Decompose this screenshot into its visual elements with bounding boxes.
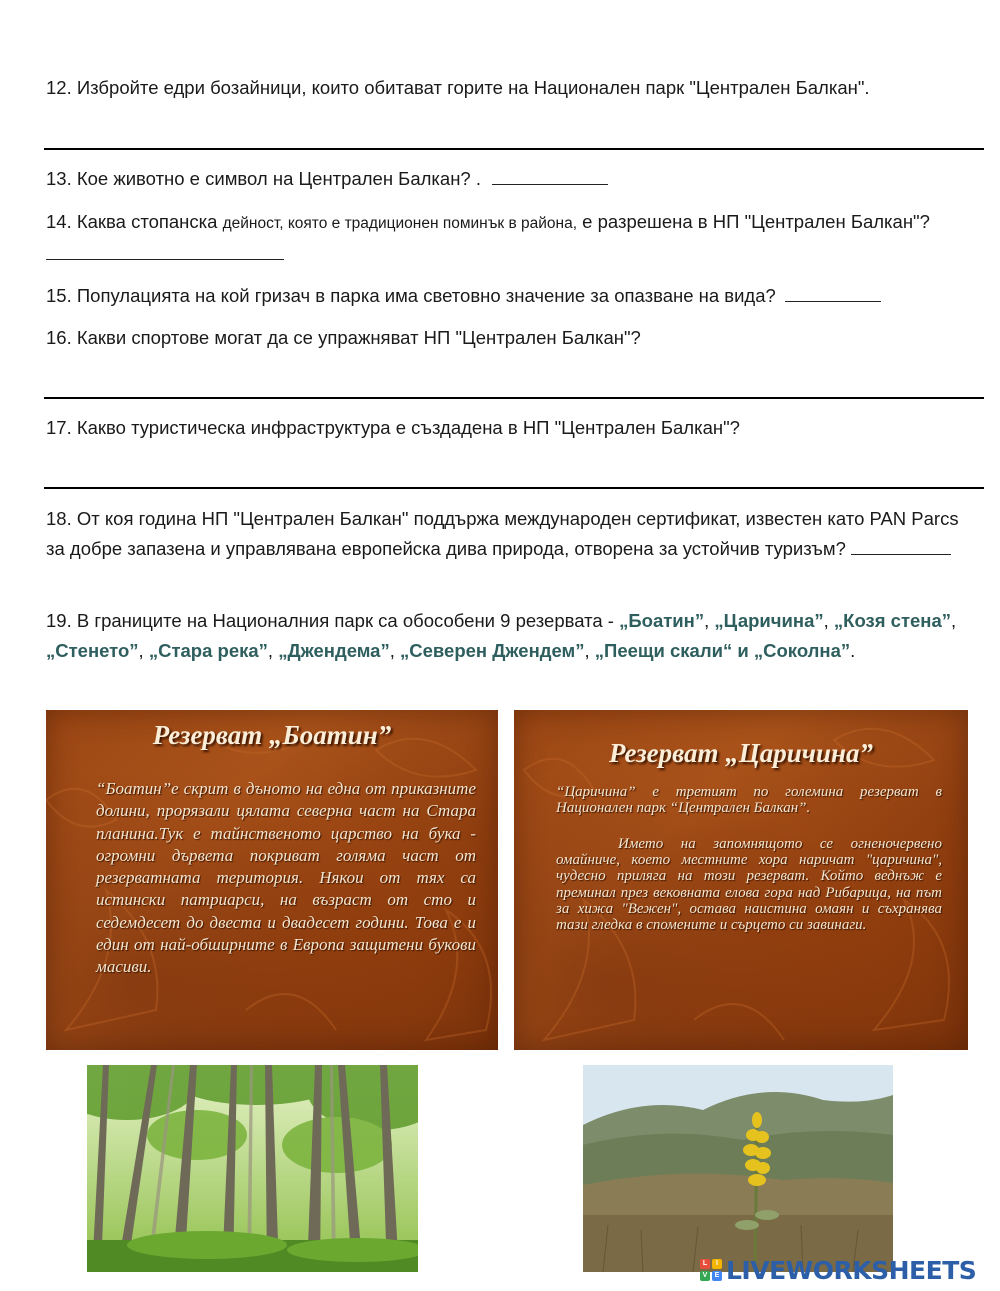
reserve-name: „Стара река” bbox=[148, 640, 268, 661]
slide-tsarichina-title: Резерват „Царичина” bbox=[609, 738, 873, 768]
slide-tsarichina-body-2: Името на запомнящото се огненочервено омайниче, което местните хора наричат "царичина", чудесно приляга на този резерват. Който веднъж е преминал през вековната елова гора над Рибарица, на път за хижа "Вежен", остава наистина омаян и съхранява тази гледка в спомените и сърцето си завинаги. bbox=[556, 836, 942, 934]
question-17: 17. Какво туристическа инфраструктура е създадена в НП "Централен Балкан"? bbox=[46, 417, 740, 438]
question-19 bbox=[46, 606, 986, 666]
separator: , bbox=[704, 610, 710, 631]
question-13 bbox=[46, 164, 986, 194]
slide-boatin bbox=[46, 710, 498, 1050]
separator: , bbox=[951, 610, 957, 631]
period: . bbox=[850, 640, 856, 661]
separator: , bbox=[584, 640, 590, 661]
slide-boatin-title: Резерват „Боатин” bbox=[152, 720, 392, 750]
separator: , bbox=[389, 640, 395, 661]
question-16: 16. Какви спортове могат да се упражняват НП "Централен Балкан"? bbox=[46, 327, 641, 348]
logo-letter: L bbox=[700, 1259, 710, 1269]
reserve-name: „Северен Джендем” bbox=[400, 640, 585, 661]
answer-line-12[interactable] bbox=[44, 148, 984, 150]
question-18 bbox=[46, 504, 981, 564]
answer-line-17[interactable] bbox=[44, 487, 984, 489]
separator: , bbox=[138, 640, 144, 661]
reserve-name: „Козя стена” bbox=[833, 610, 952, 631]
liveworksheets-logo-icon bbox=[700, 1259, 722, 1281]
question-15-text: 15. Популацията на кой гризач в парка има световно значение за опазване на вида? bbox=[46, 285, 776, 306]
reserve-name: „Пеещи скали“ bbox=[594, 640, 733, 661]
question-19-intro: 19. В границите на Националния парк са обособени 9 резервата - bbox=[46, 610, 614, 631]
logo-letter: I bbox=[712, 1259, 722, 1269]
answer-blank-13[interactable] bbox=[492, 166, 608, 185]
question-18-text: 18. От коя година НП "Централен Балкан" поддържа международен сертификат, известен като PAN Parcs за добре запазена и управлявана европейска дива природа, отворена за устойчив туризъм? bbox=[46, 508, 959, 559]
conjunction: и bbox=[737, 640, 749, 661]
question-14-text-c: е разрешена в НП "Централен Балкан"? bbox=[582, 211, 930, 232]
question-14-text-b: дейност, която е традиционен поминък в района, bbox=[222, 215, 578, 232]
slide-tsarichina bbox=[514, 710, 968, 1050]
reserve-name: „Стенето” bbox=[46, 640, 139, 661]
separator: , bbox=[823, 610, 829, 631]
reserve-name: „Джендема” bbox=[278, 640, 390, 661]
question-12: 12. Избройте едри бозайници, които обитават горите на Национален парк "Централен Балкан". bbox=[46, 77, 870, 98]
question-13-text: 13. Кое животно е символ на Централен Балкан? . bbox=[46, 168, 481, 189]
answer-blank-18[interactable] bbox=[851, 536, 951, 555]
logo-letter: V bbox=[700, 1271, 710, 1281]
answer-blank-14[interactable] bbox=[46, 241, 284, 260]
beech-forest-photo bbox=[87, 1065, 418, 1272]
separator: , bbox=[267, 640, 274, 661]
logo-letter: E bbox=[712, 1271, 722, 1281]
reserve-name: „Соколна” bbox=[753, 640, 851, 661]
slide-boatin-body: “Боатин”е скрит в дъното на една от приказните долини, прорязали цялата северна част на Стара планина.Тук е тайнственото царство на бука - огромни дървета покриват голяма част от резерватната територия. Някои от тях са истински патриарси, на възраст от сто и седемдесет до двеста и двадесет години. Това е и един от най-обширните в Европа защитени букови масиви. bbox=[96, 779, 476, 977]
question-14 bbox=[46, 207, 976, 269]
liveworksheets-logo bbox=[700, 1255, 976, 1285]
mountain-flower-photo bbox=[583, 1065, 893, 1272]
answer-line-16[interactable] bbox=[44, 397, 984, 399]
slide-tsarichina-body-1: “Царичина” е третият по големина резерват в Национален парк “Централен Балкан”. bbox=[556, 784, 942, 817]
liveworksheets-wordmark: LIVEWORKSHEETS bbox=[726, 1255, 977, 1285]
question-14-text-a: 14. Каква стопанска bbox=[46, 211, 218, 232]
question-15 bbox=[46, 281, 986, 311]
reserve-name: „Царичина” bbox=[714, 610, 824, 631]
answer-blank-15[interactable] bbox=[785, 283, 881, 302]
reserve-name: „Боатин” bbox=[619, 610, 705, 631]
